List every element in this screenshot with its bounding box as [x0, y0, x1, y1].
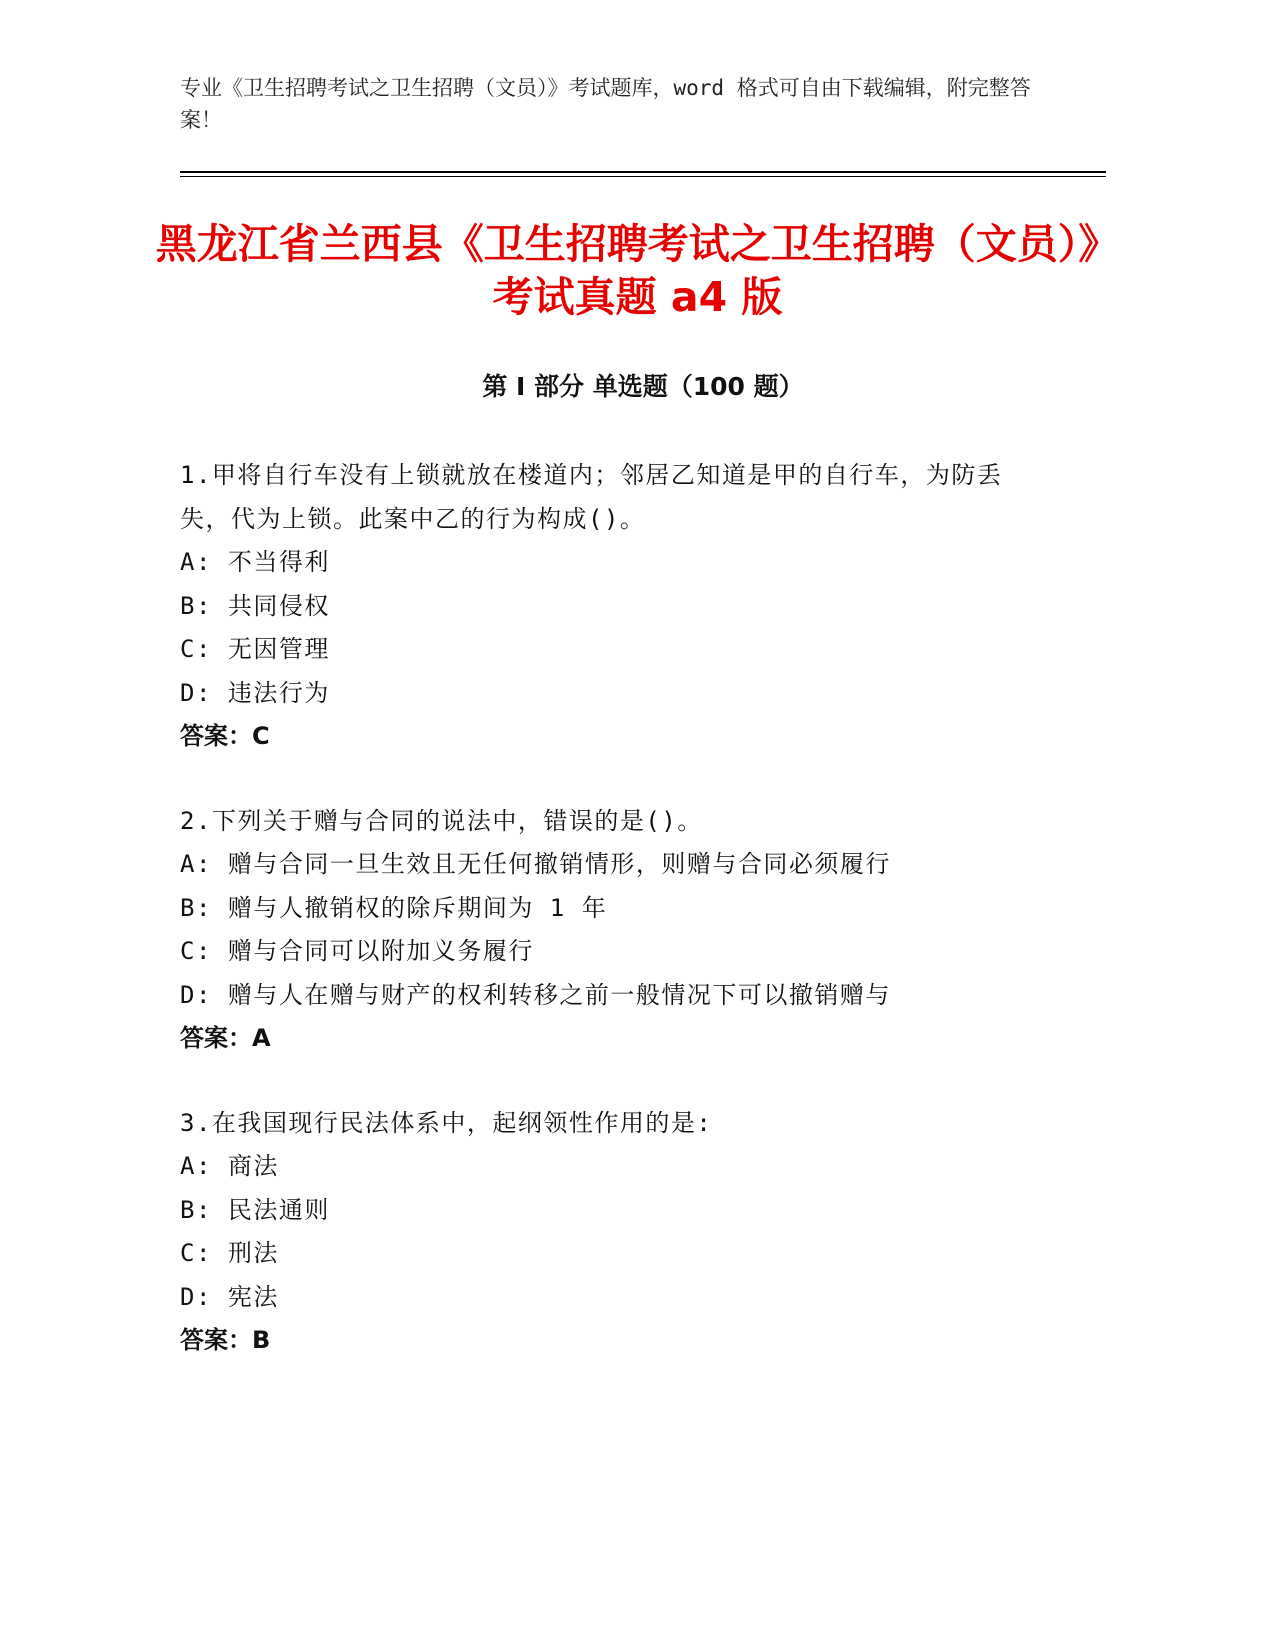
- section-title: 第 I 部分 单选题（100 题）: [482, 372, 804, 401]
- option-b: B: 共同侵权: [180, 591, 330, 620]
- option-c: C: 刑法: [180, 1239, 279, 1267]
- answer: 答案：C: [180, 722, 270, 750]
- option-a: A: 商法: [180, 1152, 279, 1180]
- option-a: A: 赠与合同一旦生效且无任何撤销情形，则赠与合同必须履行: [180, 850, 891, 878]
- option-d: D: 违法行为: [180, 678, 330, 707]
- option-d: D: 宪法: [180, 1282, 279, 1311]
- question-text: 2.下列关于赠与合同的说法中，错误的是()。: [180, 806, 703, 835]
- option-b: B: 民法通则: [180, 1195, 330, 1224]
- option-d: D: 赠与人在赠与财产的权利转移之前一般情况下可以撤销赠与: [180, 980, 891, 1009]
- question-3: [180, 1102, 1040, 1363]
- answer: 答案：B: [180, 1326, 271, 1354]
- header-note: 专业《卫生招聘考试之卫生招聘（文员）》考试题库，word 格式可自由下载编辑，附完整答案！: [180, 76, 1031, 132]
- header-divider-thin: [180, 176, 1106, 177]
- header-divider-thick: [180, 171, 1106, 173]
- option-c: C: 赠与合同可以附加义务履行: [180, 937, 534, 965]
- question-text: 3.在我国现行民法体系中，起纲领性作用的是:: [180, 1108, 713, 1137]
- option-a: A: 不当得利: [180, 548, 330, 576]
- option-b: B: 赠与人撤销权的除斥期间为 1 年: [180, 893, 608, 922]
- question-2: [180, 800, 1040, 1061]
- question-text: 1.甲将自行车没有上锁就放在楼道内；邻居乙知道是甲的自行车，为防丢失，代为上锁。此案中乙的行为构成()。: [180, 461, 1003, 533]
- answer: 答案：A: [180, 1024, 271, 1052]
- document-title: 黑龙江省兰西县《卫生招聘考试之卫生招聘（文员）》考试真题 a4 版: [155, 220, 1120, 321]
- question-list: [180, 454, 1040, 1404]
- question-1: [180, 454, 1040, 759]
- option-c: C: 无因管理: [180, 635, 330, 663]
